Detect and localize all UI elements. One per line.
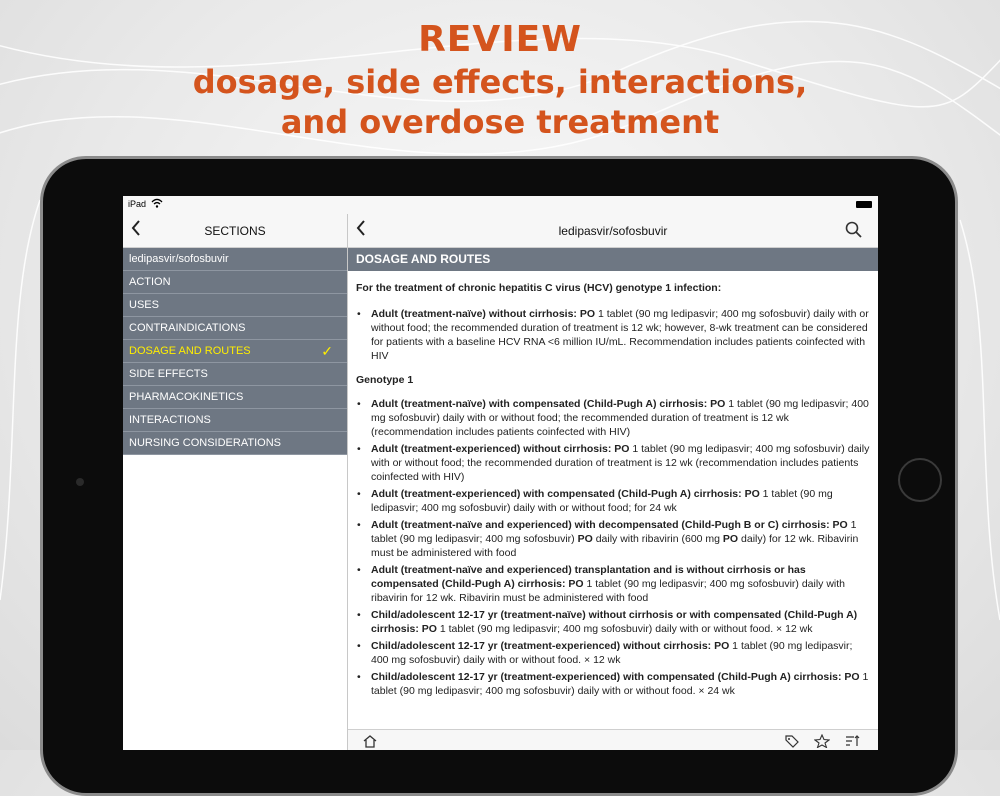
section-label: ledipasvir/sofosbuvir bbox=[129, 253, 229, 265]
bottom-toolbar bbox=[348, 729, 878, 750]
content-navbar bbox=[348, 214, 878, 248]
section-label: INTERACTIONS bbox=[129, 414, 211, 426]
drug-title: ledipasvir/sofosbuvir bbox=[558, 224, 668, 238]
tag-icon[interactable] bbox=[784, 734, 800, 748]
dosage-item: • Child/adolescent 12-17 yr (treatment-naïve) without cirrhosis or with compensated (Child-Pugh A) cirrhosis: PO 1 tablet (90 mg ledipasvir; 400 mg sofosbuvir) daily with or without food. × 12 wk bbox=[356, 608, 870, 636]
section-label: USES bbox=[129, 299, 159, 311]
dosage-item: • Child/adolescent 12-17 yr (treatment-experienced) without cirrhosis: PO 1 tablet (90 mg ledipasvir; 400 mg sofosbuvir) daily with or without food. × 12 wk bbox=[356, 639, 870, 667]
section-item-side-effects[interactable] bbox=[123, 363, 347, 386]
dosage-item: • Adult (treatment-experienced) with compensated (Child-Pugh A) cirrhosis: PO 1 tablet (90 mg ledipasvir; 400 mg sofosbuvir) daily with or without food; for 24 wk bbox=[356, 487, 870, 515]
dosage-list-1 bbox=[356, 307, 870, 363]
dosage-list-2 bbox=[356, 397, 870, 698]
carrier-label: iPad bbox=[128, 199, 147, 209]
section-item-drug-name[interactable] bbox=[123, 248, 347, 271]
section-label: CONTRAINDICATIONS bbox=[129, 322, 246, 334]
dosage-item: • Adult (treatment-naïve and experienced) with decompensated (Child-Pugh B or C) cirrhosis: PO 1 tablet (90 mg ledipasvir; 400 mg sofosbuvir) PO daily with ribavirin (600 mg PO daily) for 12 wk. Ribavirin must be administered with food bbox=[356, 518, 870, 560]
camera-icon bbox=[76, 478, 84, 486]
section-header: DOSAGE AND ROUTES bbox=[348, 248, 878, 271]
genotype-heading: Genotype 1 bbox=[356, 374, 414, 386]
dosage-content bbox=[348, 271, 878, 698]
section-item-contraindications[interactable] bbox=[123, 317, 347, 340]
checkmark-icon: ✓ bbox=[321, 343, 333, 359]
section-label: DOSAGE AND ROUTES bbox=[129, 345, 251, 357]
section-item-nursing-considerations[interactable] bbox=[123, 432, 347, 455]
headline-line-3: and overdose treatment bbox=[280, 103, 720, 141]
home-icon[interactable] bbox=[362, 734, 378, 748]
status-bar bbox=[123, 196, 878, 214]
section-item-pharmacokinetics[interactable] bbox=[123, 386, 347, 409]
star-icon[interactable] bbox=[814, 734, 830, 748]
section-item-dosage-and-routes[interactable] bbox=[123, 340, 347, 363]
sections-pane bbox=[123, 214, 348, 750]
headline-line-2: dosage, side effects, interactions, bbox=[192, 63, 808, 101]
dosage-item: • Adult (treatment-naïve) with compensated (Child-Pugh A) cirrhosis: PO 1 tablet (90 mg ledipasvir; 400 mg sofosbuvir) daily with or without food; the recommended duration of treatment is 12 wk (recommendation includes patients coinfected with HIV) bbox=[356, 397, 870, 439]
dosage-item: • Adult (treatment-experienced) without cirrhosis: PO 1 tablet (90 mg ledipasvir; 400 mg sofosbuvir) daily with or without food; the recommended duration of treatment is 12 wk (recommendation includes patients coinfected with HIV) bbox=[356, 442, 870, 484]
promo-headline bbox=[0, 18, 1000, 142]
dosage-item: • Adult (treatment-naïve) without cirrhosis: PO 1 tablet (90 mg ledipasvir; 400 mg sofosbuvir) daily with or without food; the recommended duration of treatment is 12 wk; however, 8-wk treatment can be considered for patients with a baseline HCV RNA <6 million IU/mL. Recommendation includes patients coinfected with HIV bbox=[356, 307, 870, 363]
sort-icon[interactable] bbox=[844, 734, 860, 748]
section-item-interactions[interactable] bbox=[123, 409, 347, 432]
dosage-item: • Child/adolescent 12-17 yr (treatment-experienced) with compensated (Child-Pugh A) cirrhosis: PO 1 tablet (90 mg ledipasvir; 400 mg sofosbuvir) daily with or without food. × 24 wk bbox=[356, 670, 870, 698]
dosage-item: • Adult (treatment-naïve and experienced) transplantation and is without cirrhosis or has compensated (Child-Pugh A) cirrhosis: PO 1 tablet (90 mg ledipasvir; 400 mg sofosbuvir) daily with ribavirin for 12 wk. Ribavirin must be administered with food bbox=[356, 563, 870, 605]
app-screen bbox=[123, 196, 878, 750]
sections-navbar bbox=[123, 214, 347, 248]
wifi-icon bbox=[151, 197, 163, 211]
headline-title: REVIEW bbox=[418, 19, 582, 60]
search-icon[interactable] bbox=[844, 220, 864, 240]
section-label: SIDE EFFECTS bbox=[129, 368, 208, 380]
section-item-uses[interactable] bbox=[123, 294, 347, 317]
section-label: NURSING CONSIDERATIONS bbox=[129, 437, 281, 449]
section-label: ACTION bbox=[129, 276, 171, 288]
intro-text: For the treatment of chronic hepatitis C virus (HCV) genotype 1 infection: bbox=[356, 282, 722, 294]
battery-icon bbox=[856, 201, 872, 208]
section-label: PHARMACOKINETICS bbox=[129, 391, 244, 403]
sections-list bbox=[123, 248, 347, 455]
section-item-action[interactable] bbox=[123, 271, 347, 294]
home-button[interactable] bbox=[898, 458, 942, 502]
content-pane bbox=[348, 214, 878, 750]
sections-title: SECTIONS bbox=[204, 224, 266, 238]
